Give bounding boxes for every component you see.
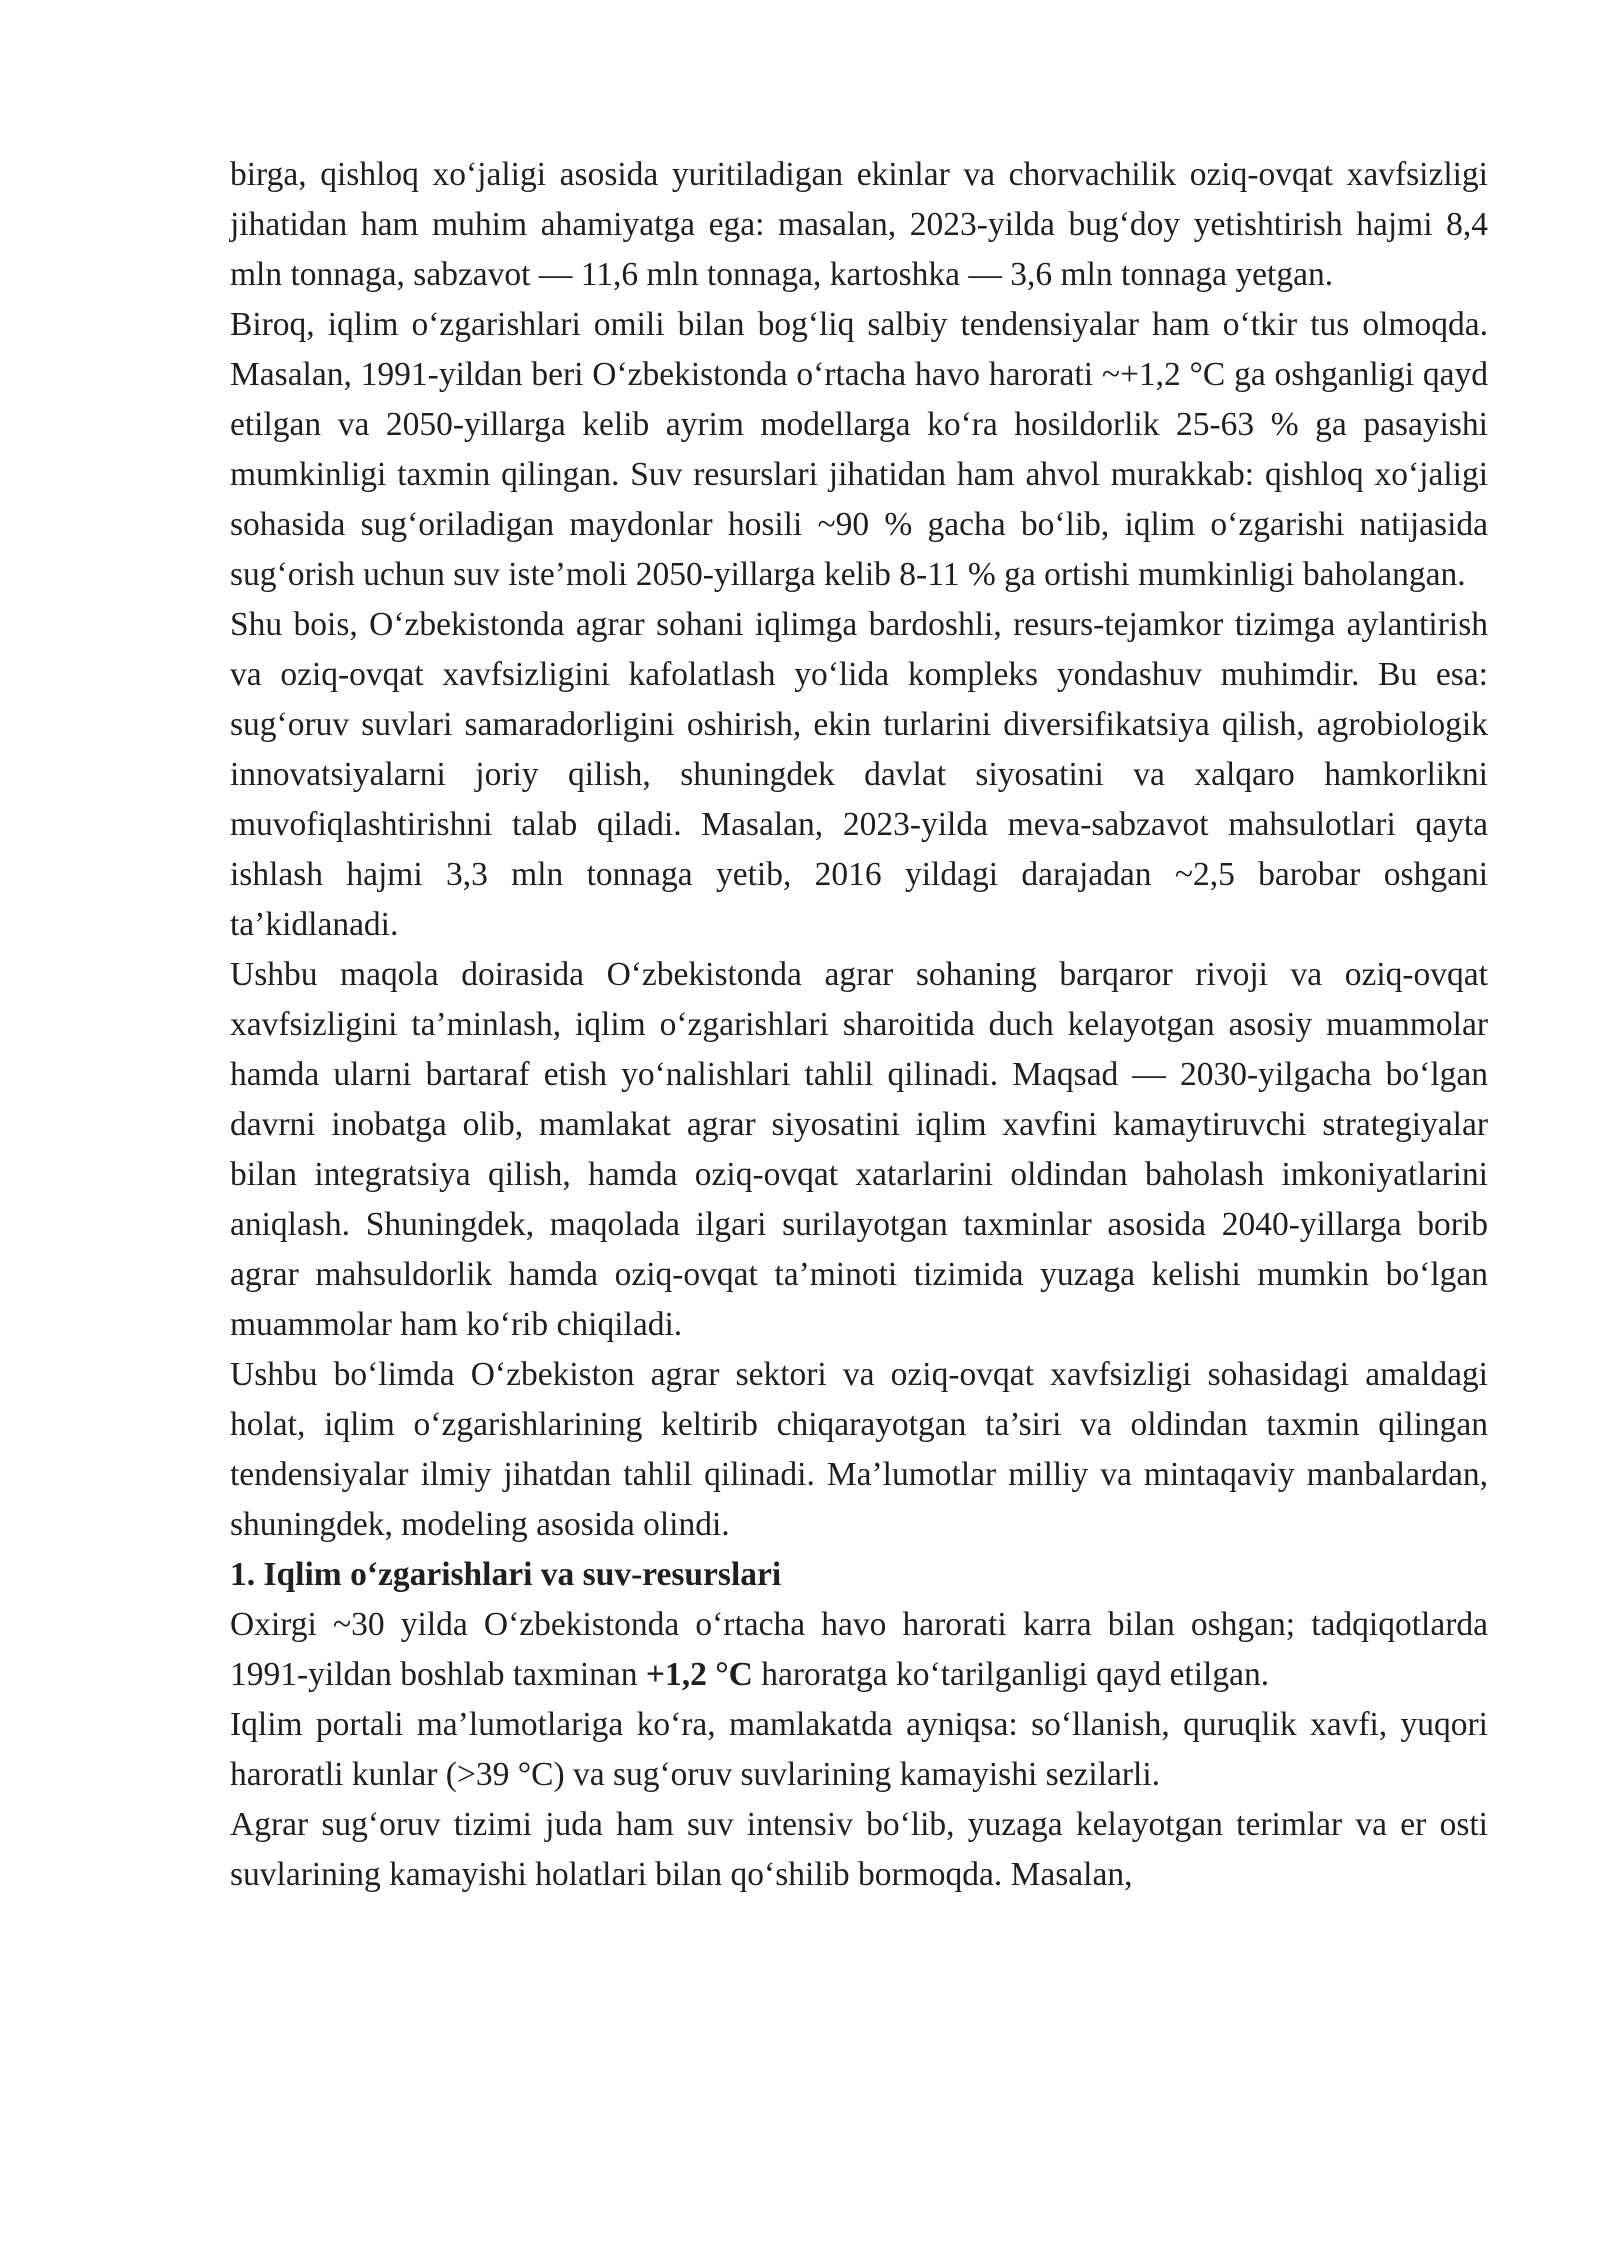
paragraph-resilient-agriculture: Shu bois, O‘zbekistonda agrar sohani iqlimga bardoshli, resurs-tejamkor tizimga aylantirish va oziq-ovqat xavfsizligini kafolatlash yo‘lida kompleks yondashuv muhimdir. Bu esa: sug‘oruv suvlari samaradorligini oshirish, ekin turlarini diversifikatsiya qilish, agrobiologik innovatsiyalarni joriy qilish, shuningdek davlat siyosatini va xalqaro hamkorlikni muvofiqlashtirishni talab qiladi. Masalan, 2023-yilda meva-sabzavot mahsulotlari qayta ishlash hajmi 3,3 mln tonnaga yetib, 2016 yildagi darajadan ~2,5 barobar oshgani ta’kidlanadi. bbox=[230, 606, 1488, 943]
paragraph-climate-tendencies: Biroq, iqlim o‘zgarishlari omili bilan bog‘liq salbiy tendensiyalar ham o‘tkir tus olmoqda. Masalan, 1991-yildan beri O‘zbekistonda o‘rtacha havo harorati ~+1,2 °C ga oshganligi qayd etilgan va 2050-yillarga kelib ayrim modellarga ko‘ra hosildorlik 25-63 % ga pasayishi mumkinligi taxmin qilingan. Suv resurslari jihatidan ham ahvol murakkab: qishloq xo‘jaligi sohasida sug‘oriladigan maydonlar hosili ~90 % gacha bo‘lib, iqlim o‘zgarishi natijasida sug‘orish uchun suv iste’moli 2050-yillarga kelib 8-11 % ga ortishi mumkinligi baholangan. bbox=[230, 306, 1488, 593]
paragraph-temperature-rise bbox=[230, 1600, 1488, 1700]
temperature-text-start: Oxirgi ~30 yilda O‘zbekistonda o‘rtacha havo harorati karra bilan oshgan; tadqiqotlarda 1991-yildan boshlab taxminan bbox=[230, 1606, 1488, 1693]
temperature-value: +1,2 °C bbox=[645, 1656, 753, 1693]
paragraph-article-aim: Ushbu maqola doirasida O‘zbekistonda agrar sohaning barqaror rivoji va oziq-ovqat xavfsizligini ta’minlash, iqlim o‘zgarishlari sharoitida duch kelayotgan asosiy muammolar hamda ularni bartaraf etish yo‘nalishlari tahlil qilinadi. Maqsad — 2030-yilgacha bo‘lgan davrni inobatga olib, mamlakat agrar siyosatini iqlim xavfini kamaytiruvchi strategiyalar bilan integratsiya qilish, hamda oziq-ovqat xatarlarini oldindan baholash imkoniyatlarini aniqlash. Shuningdek, maqolada ilgari surilayotgan taxminlar asosida 2040-yillarga borib agrar mahsuldorlik hamda oziq-ovqat ta’minoti tizimida yuzaga kelishi mumkin bo‘lgan muammolar ham ko‘rib chiqiladi. bbox=[230, 956, 1488, 1343]
temperature-text-end: haroratga ko‘tarilganligi qayd etilgan. bbox=[752, 1656, 1270, 1693]
section-heading: 1. Iqlim o‘zgarishlari va suv-resurslari bbox=[230, 1556, 782, 1593]
paragraph-climate-portal: Iqlim portali ma’lumotlariga ko‘ra, mamlakatda ayniqsa: so‘llanish, quruqlik xavfi, yuqori haroratli kunlar (>39 °C) va sug‘oruv suvlarining kamayishi sezilarli. bbox=[230, 1706, 1488, 1793]
paragraph-crop-production: birga, qishloq xo‘jaligi asosida yuritiladigan ekinlar va chorvachilik oziq-ovqat xavfsizligi jihatidan ham muhim ahamiyatga ega: masalan, 2023-yilda bug‘doy yetishtirish hajmi 8,4 mln tonnaga, sabzavot — 11,6 mln tonnaga, kartoshka — 3,6 mln tonnaga yetgan. bbox=[230, 156, 1488, 293]
paragraph-section-overview: Ushbu bo‘limda O‘zbekiston agrar sektori va oziq-ovqat xavfsizligi sohasidagi amaldagi holat, iqlim o‘zgarishlarining keltirib chiqarayotgan ta’siri va oldindan taxmin qilingan tendensiyalar ilmiy jihatdan tahlil qilinadi. Ma’lumotlar milliy va mintaqaviy manbalardan, shuningdek, modeling asosida olindi. bbox=[230, 1356, 1488, 1543]
document-page bbox=[230, 150, 1488, 1900]
paragraph-irrigation-system: Agrar sug‘oruv tizimi juda ham suv intensiv bo‘lib, yuzaga kelayotgan terimlar va er osti suvlarining kamayishi holatlari bilan qo‘shilib bormoqda. Masalan, bbox=[230, 1806, 1488, 1893]
